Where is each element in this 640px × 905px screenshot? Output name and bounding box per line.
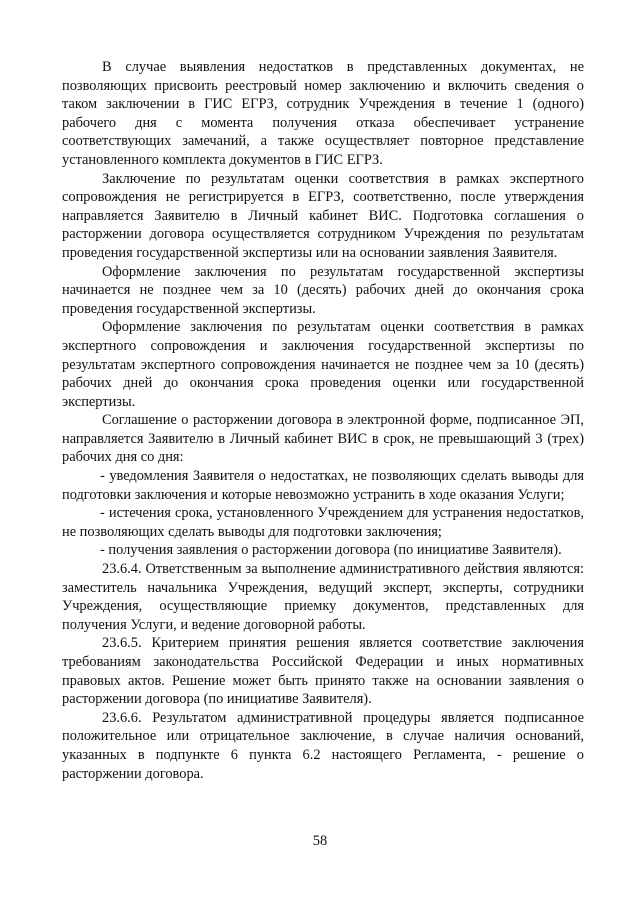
paragraph-2: Заключение по результатам оценки соответствия в рамках экспертного сопровождения не регистрируется в ЕГРЗ, соответственно, после утверждения направляется Заявителю в Личный кабинет ВИС. Подготовка соглашения о расторжении договора осуществляется сотрудником Учреждения по результатам проведения государственной экспертизы или на основании заявления Заявителя. bbox=[62, 170, 584, 261]
list-item-application: - получения заявления о расторжении договора (по инициативе Заявителя). bbox=[100, 542, 562, 559]
paragraph-5: Соглашение о расторжении договора в электронной форме, подписанное ЭП, направляется Заявителю в Личный кабинет ВИС в срок, не превышающий 3 (трех) рабочих дня со дня: bbox=[62, 412, 584, 466]
paragraph-23-6-5: 23.6.5. Критерием принятия решения является соответствие заключения требованиям законодательства Российской Федерации и иных нормативных правовых актов. Решение может быть принято также на основании заявления о расторжении договора (по инициативе Заявителя). bbox=[62, 635, 584, 708]
paragraph-1: В случае выявления недостатков в представленных документах, не позволяющих присвоить реестровый номер заключению и включить сведения о таком заключении в ГИС ЕГРЗ, сотрудник Учреждения в течение 1 (одного) рабочего дня с момента получения отказа обеспечивает устранение соответствующих замечаний, а также осуществляет повторное представление установленного комплекта документов в ГИС ЕГРЗ. bbox=[62, 59, 584, 168]
paragraph-23-6-6: 23.6.6. Результатом административной процедуры является подписанное положительное или отрицательное заключение, в случае наличия оснований, указанных в подпункте 6 пункта 6.2 настоящего Регламента, - решение о расторжении договора. bbox=[62, 709, 584, 782]
list-item-deadline: - истечения срока, установленного Учреждением для устранения недостатков, не позволяющих сделать выводы для подготовки заключения; bbox=[62, 505, 584, 540]
paragraph-3: Оформление заключения по результатам государственной экспертизы начинается не позднее чем за 10 (десять) рабочих дней до окончания срока проведения государственной экспертизы. bbox=[62, 263, 584, 317]
page-number: 58 bbox=[312, 833, 328, 849]
list-item-notification: - уведомления Заявителя о недостатках, не позволяющих сделать выводы для подготовки заключения и которые невозможно устранить в ходе оказания Услуги; bbox=[62, 468, 584, 503]
paragraph-23-6-4: 23.6.4. Ответственным за выполнение административного действия являются: заместитель начальника Учреждения, ведущий эксперт, эксперты, сотрудники Учреждения, осуществляющие приемку документов, представленных для получения Услуги, и ведение договорной работы. bbox=[62, 561, 584, 633]
document-body bbox=[62, 58, 584, 783]
paragraph-4: Оформление заключения по результатам оценки соответствия в рамках экспертного сопровождения и заключения государственной экспертизы по результатам экспертного сопровождения начинается не позднее чем за 10 (десять) рабочих дней до окончания срока проведения оценки или государственной экспертизы. bbox=[62, 319, 584, 410]
